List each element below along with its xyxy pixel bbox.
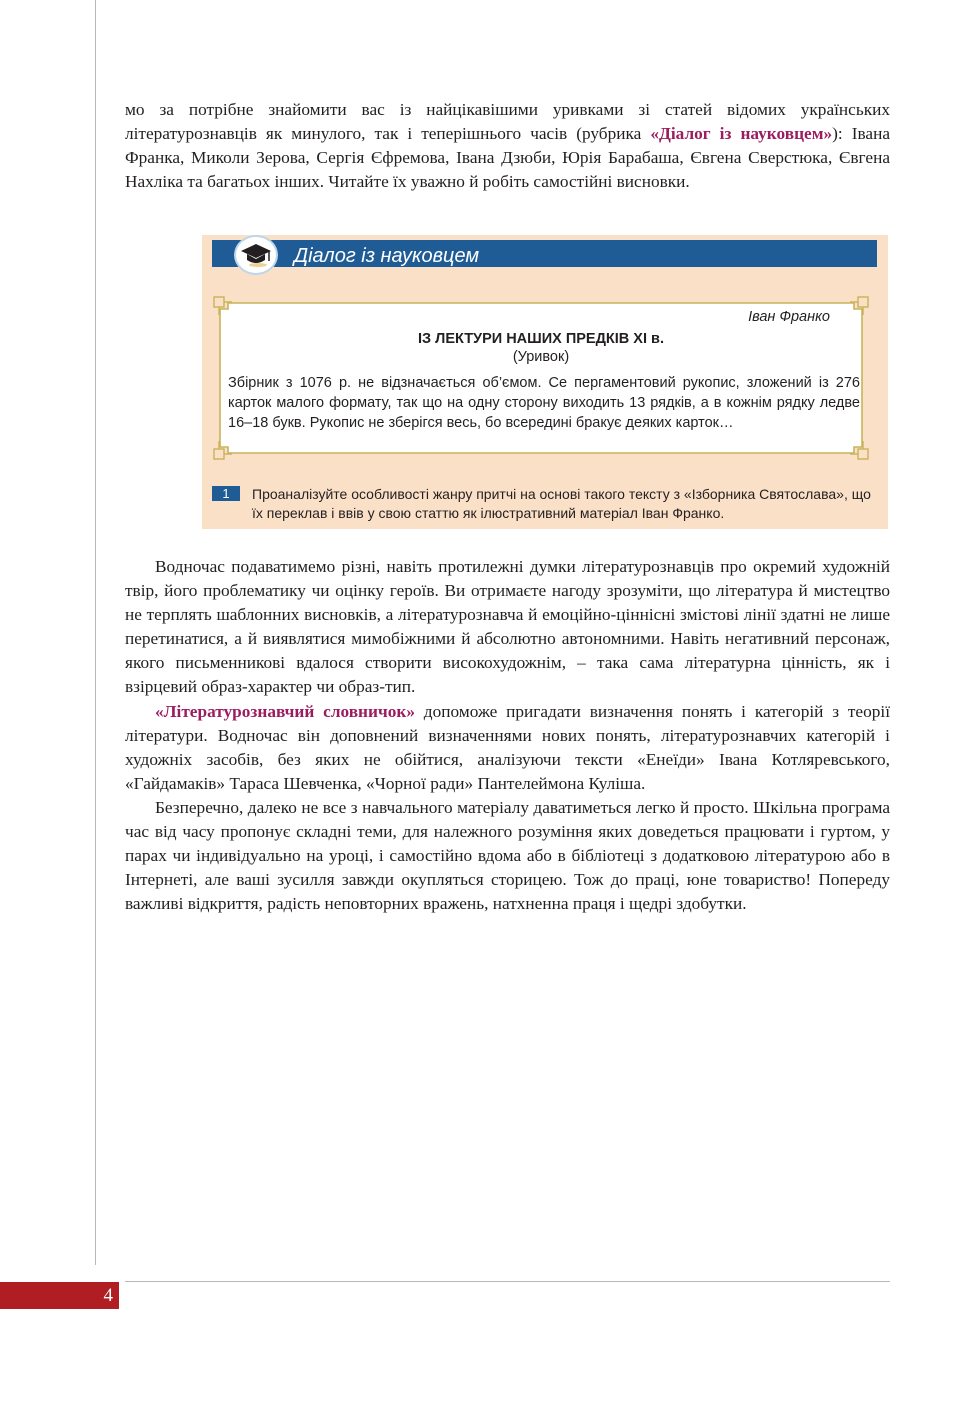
fragment-text: Збірник з 1076 р. не відзначається об’ємом. Се пергаментовий рукопис, зложений із 276 карток малого формату, так що на одну сторону виходить 13 рядків, а в кожнім рядку ледве 16–18 букв. Рукопис не зберігся весь, бо всередині бракує деяких карток… (228, 375, 860, 431)
intro-text-end: ): Івана Франка, Миколи Зерова, Сергія Єфремова, Івана Дзюби, Юрія Барабаша, Євгена Сверстюка, Євгена Нахліка та багатьох інших. Читайте їх уважно й робіть самостійні висновки. (125, 124, 890, 192)
fragment-subtitle: (Уривок) (512, 349, 570, 365)
task-number-badge: 1 (212, 486, 240, 501)
intro-paragraph (125, 98, 890, 194)
dialog-with-scholar-box (202, 235, 888, 529)
page-margin-line (95, 0, 96, 1265)
footer-divider (125, 1281, 890, 1282)
fragment-frame (212, 295, 870, 461)
fragment-title: ІЗ ЛЕКТУРИ НАШИХ ПРЕДКІВ XI в. (418, 331, 664, 347)
dialog-title: Діалог із науковцем (294, 245, 480, 267)
paragraph-opinions: Водночас подаватимемо різні, навіть протилежні думки літературознавців про окремий художній твір, його проблематику чи оцінку героїв. Ви отримаєте нагоду зрозуміти, що література й мистецтво не терплять шаблонних висновків, а літературознавча й емоційно-ціннісні змістові лінії здатні не лише перетинатися, а й виявлятися мимобіжними й абсолютно автономними. Навіть негативний персонаж, якого письменникові вдалося створити високохудожнім, – така сама літературна цінність, як і взірцевий образ-характер чи образ-тип. (125, 557, 890, 697)
graduation-cap-icon (234, 235, 278, 275)
glossary-rubric-link: «Літературознавчий словничок» (155, 701, 415, 721)
paragraph-closing: Безперечно, далеко не все з навчального матеріалу даватиметься легко й просто. Шкільна програма час від часу пропонує складні теми, для належного розуміння яких доведеться працювати і гуртом, у парах чи індивідуально на уроці, і самостійно вдома або в бібліотеці з додатковою літературою або в Інтернеті, але ваші зусилля завжди окупляться сторицею. Тож до праці, юне товариство! Попереду важливі відкриття, радість неповторних вражень, натхненна праця і щедрі здобутки. (125, 797, 890, 914)
glossary-text: допоможе пригадати визначення понять і категорій з теорії літератури. Водночас він доповнений визначеннями нових понять, літературознавчих категорій і художніх засобів, без яких не обійтися, аналізуючи тексти «Енеїди» Івана Котляревського, «Гайдамаків» Тараса Шевченка, «Чорної ради» Пантелеймона Куліша. (125, 701, 890, 793)
intro-text-start: мо за потрібне знайомити вас із найцікавішими уривками зі статей відомих українських літературознавців як минулого, так і теперішнього часів (рубрика (125, 100, 890, 144)
dialog-rubric-link: «Діалог із науковцем» (650, 124, 833, 144)
page-number: 4 (103, 1285, 113, 1306)
author-name: Іван Франко (748, 309, 830, 325)
dialog-banner (212, 240, 877, 267)
page-number-bar (0, 1282, 119, 1309)
task-text: Проаналізуйте особливості жанру притчі на основі такого тексту з «Ізборника Святослава», що їх переклав і ввів у свою статтю як ілюстративний матеріал Іван Франко. (252, 486, 871, 521)
paragraph-glossary (125, 700, 890, 796)
body-text (125, 555, 890, 916)
